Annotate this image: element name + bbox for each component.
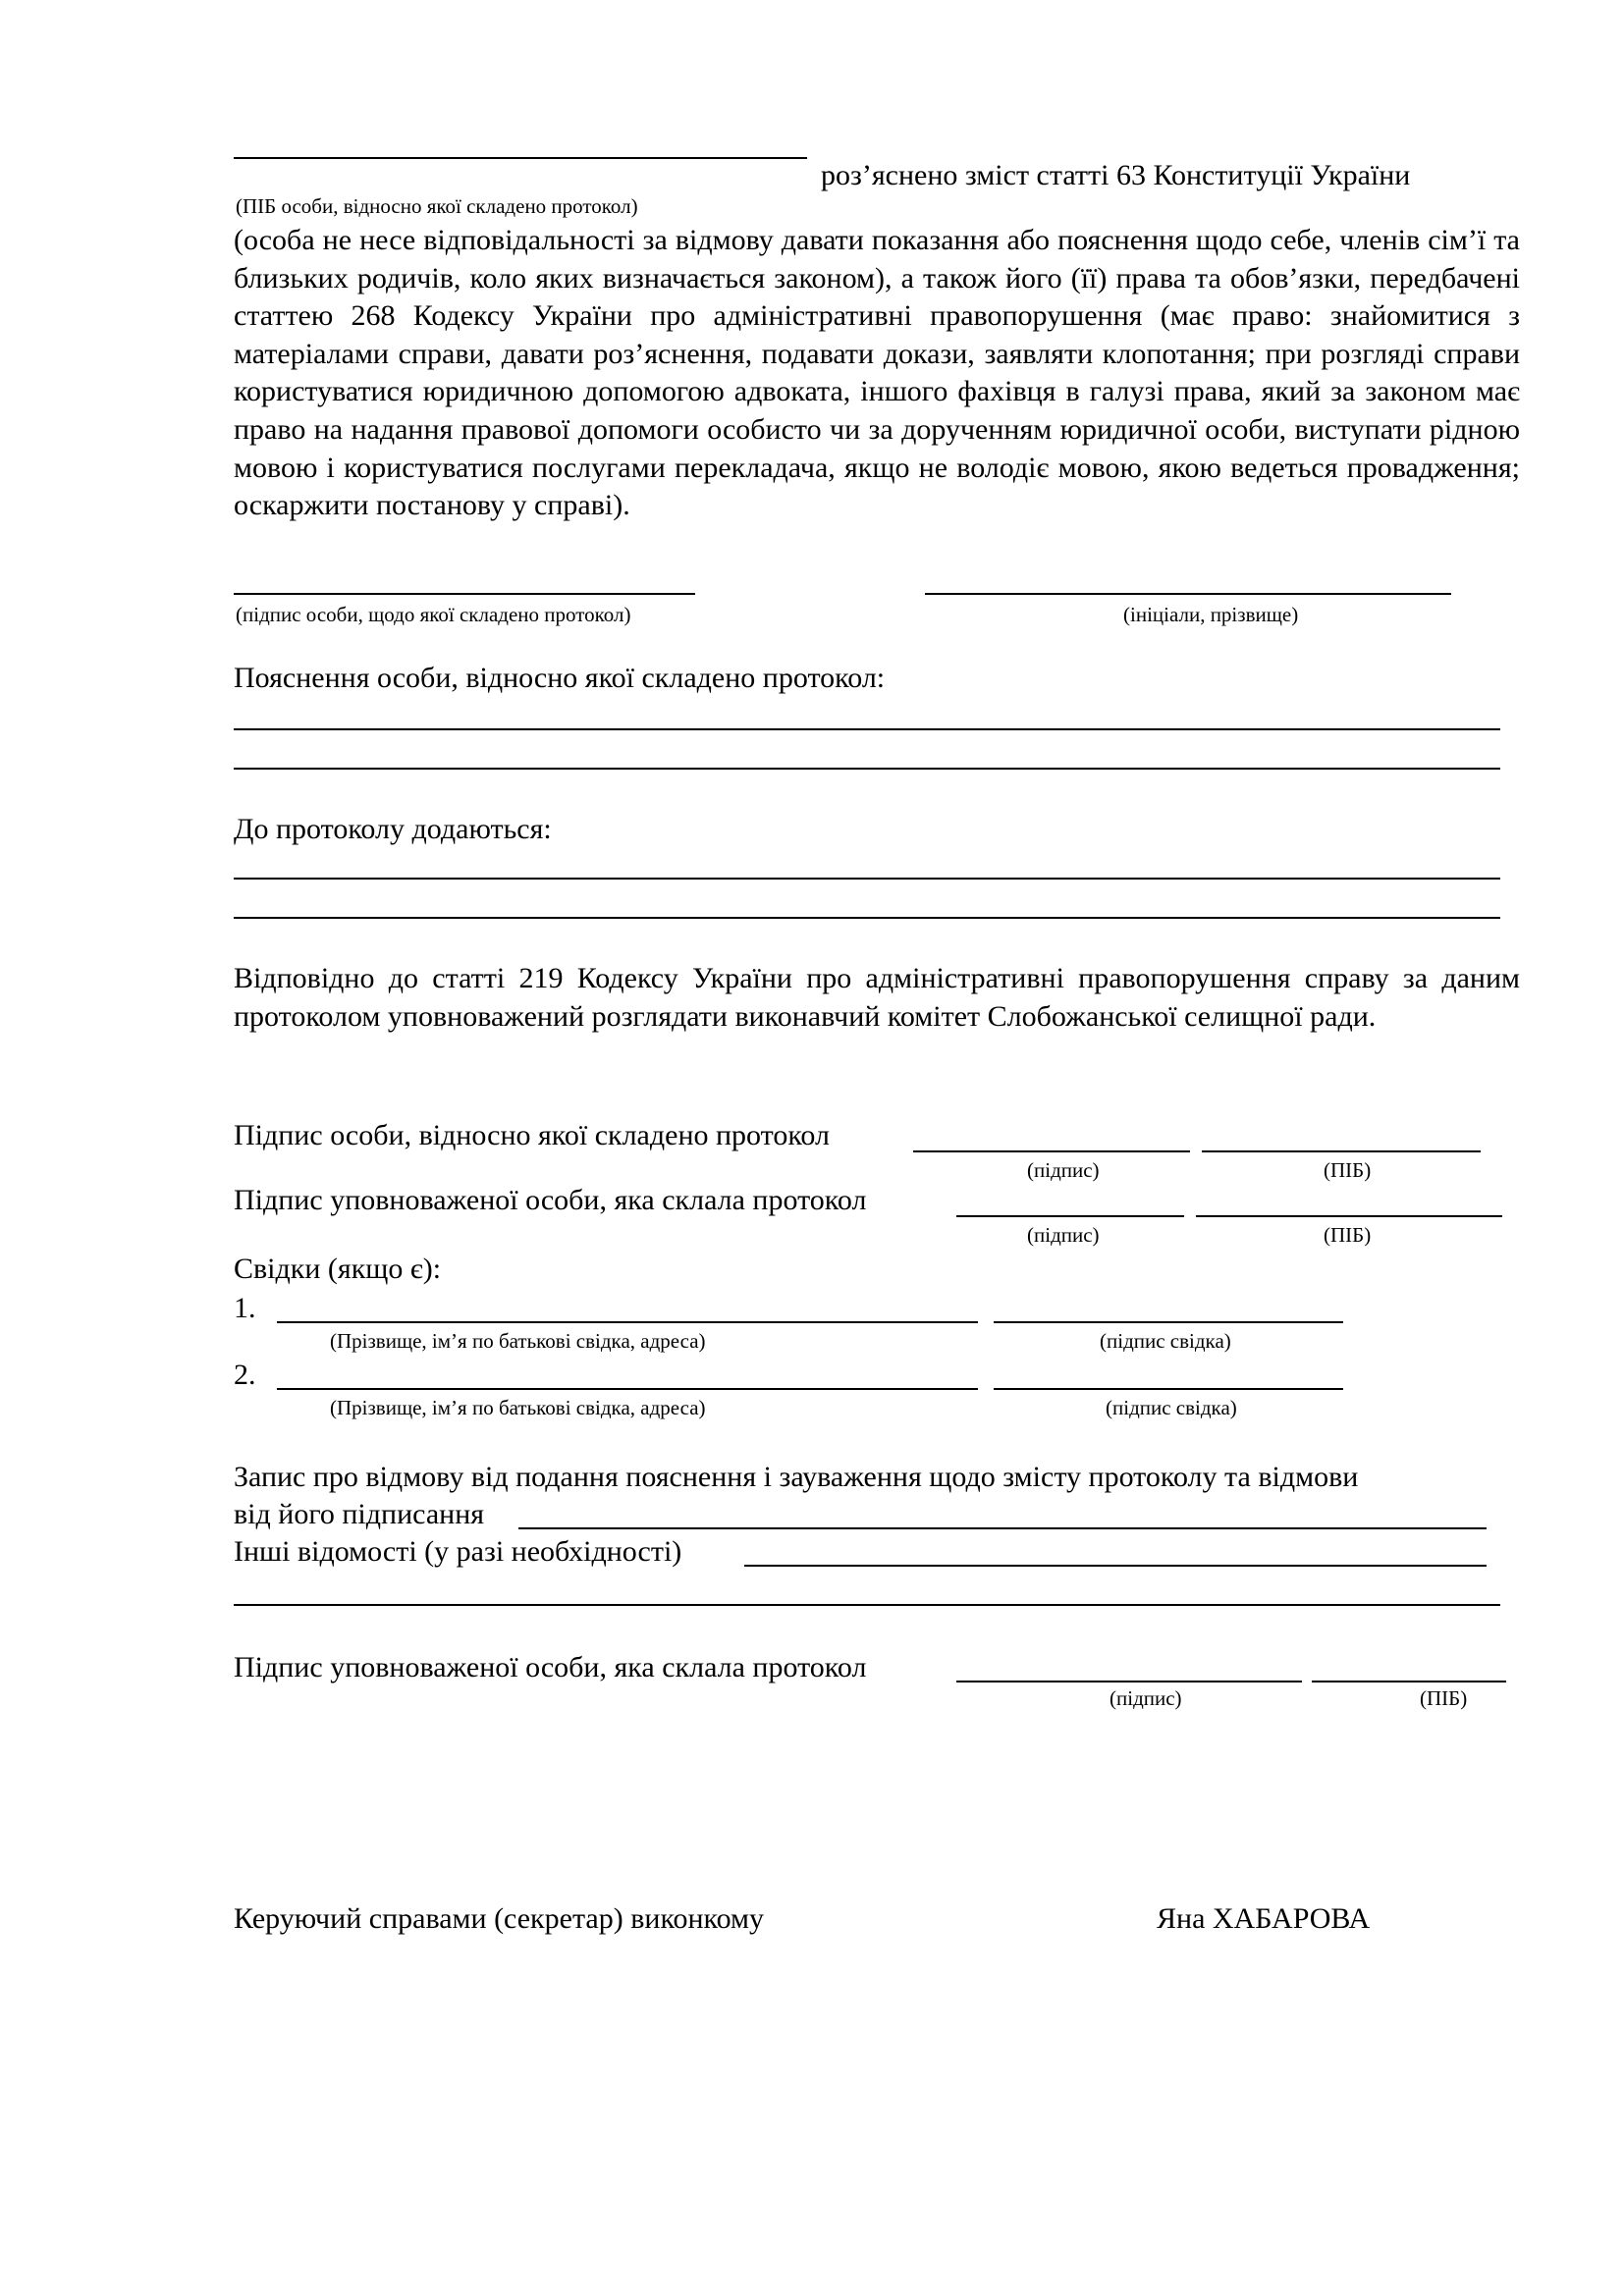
signature-officer-pib-line[interactable] [1196, 1215, 1502, 1217]
signature-officer-sign-caption: (підпис) [1027, 1223, 1100, 1247]
other-info-label: Інші відомості (у разі необхідності) [234, 1535, 682, 1568]
final-signature-label: Підпис уповноваженої особи, яка склала протокол [234, 1651, 867, 1683]
signature-person-sign-caption: (підпис) [1027, 1158, 1100, 1182]
attachments-line-2[interactable] [234, 917, 1500, 919]
article-63-text: роз’яснено зміст статті 63 Конституції України [821, 159, 1411, 191]
witness-1-sign-caption: (підпис свідка) [1100, 1329, 1231, 1353]
pib-blank-line[interactable] [234, 157, 807, 159]
explanation-line-1[interactable] [234, 728, 1500, 730]
attachments-label: До протоколу додаються: [234, 813, 552, 845]
signature-person-label: Підпис особи, відносно якої складено протокол [234, 1119, 831, 1151]
witness-2-sign-caption: (підпис свідка) [1106, 1396, 1237, 1419]
explanation-line-2[interactable] [234, 768, 1500, 770]
footer-name: Яна ХАБАРОВА [1157, 1902, 1371, 1935]
witnesses-label: Свідки (якщо є): [234, 1253, 442, 1285]
signature-person-sign-line[interactable] [913, 1150, 1190, 1152]
refusal-line-2: від його підписання [234, 1498, 485, 1530]
initials-caption: (ініціали, прізвище) [1123, 603, 1299, 626]
final-signature-pib-caption: (ПІБ) [1420, 1686, 1468, 1710]
final-signature-sign-caption: (підпис) [1110, 1686, 1182, 1710]
refusal-line-1: Запис про відмову від подання пояснення і зауваження щодо змісту протоколу та відмови [234, 1461, 1359, 1493]
witness-1-name-line[interactable] [277, 1321, 978, 1323]
rights-paragraph: (особа не несе відповідальності за відмову давати показання або пояснення щодо себе, членів сім’ї та близьких родичів, коло яких визначається законом), а також його (її) права та обов’язки, передбачені статтею 268 Кодексу України про адміністративні правопорушення (має право: знайомитися з матеріалами справи, давати роз’яснення, подавати докази, заявляти клопотання; при розгляді справи користуватися юридичною допомогою адвоката, іншого фахівця в галузі права, який за законом має право на надання правової допомоги особисто чи за дорученням юридичної особи, виступати рідною мовою і користуватися послугами перекладача, якщо не володіє мовою, якою ведеться провадження; оскаржити постанову у справі). [234, 224, 1520, 522]
witness-2-name-line[interactable] [277, 1388, 978, 1390]
signature-person-pib-caption: (ПІБ) [1324, 1158, 1372, 1182]
other-info-blank-line[interactable] [744, 1565, 1487, 1567]
pib-caption: (ПІБ особи, відносно якої складено протокол) [236, 194, 638, 218]
signature-blank-line[interactable] [234, 593, 695, 595]
signature-officer-label: Підпис уповноваженої особи, яка склала протокол [234, 1184, 867, 1216]
witness-2-name-caption: (Прізвище, ім’я по батькові свідка, адреса) [330, 1396, 706, 1419]
explanation-label: Пояснення особи, відносно якої складено протокол: [234, 662, 886, 694]
final-signature-sign-line[interactable] [956, 1681, 1302, 1682]
witness-2-sign-line[interactable] [994, 1388, 1343, 1390]
footer-position: Керуючий справами (секретар) виконкому [234, 1902, 765, 1935]
signature-person-pib-line[interactable] [1202, 1150, 1481, 1152]
final-signature-pib-line[interactable] [1312, 1681, 1506, 1682]
other-info-blank-line-2[interactable] [234, 1604, 1500, 1606]
signature-officer-pib-caption: (ПІБ) [1324, 1223, 1372, 1247]
signature-officer-sign-line[interactable] [956, 1215, 1184, 1217]
witness-2-number: 2. [234, 1359, 256, 1391]
witness-1-number: 1. [234, 1292, 256, 1324]
attachments-line-1[interactable] [234, 878, 1500, 880]
jurisdiction-paragraph: Відповідно до статті 219 Кодексу України про адміністративні правопорушення справу за даним протоколом уповноважений розглядати виконавчий комітет Слобожанської селищної ради. [234, 962, 1520, 1033]
refusal-blank-line[interactable] [518, 1527, 1487, 1529]
witness-1-sign-line[interactable] [994, 1321, 1343, 1323]
signature-caption: (підпис особи, щодо якої складено протокол) [236, 603, 631, 626]
initials-blank-line[interactable] [925, 593, 1451, 595]
witness-1-name-caption: (Прізвище, ім’я по батькові свідка, адреса) [330, 1329, 706, 1353]
